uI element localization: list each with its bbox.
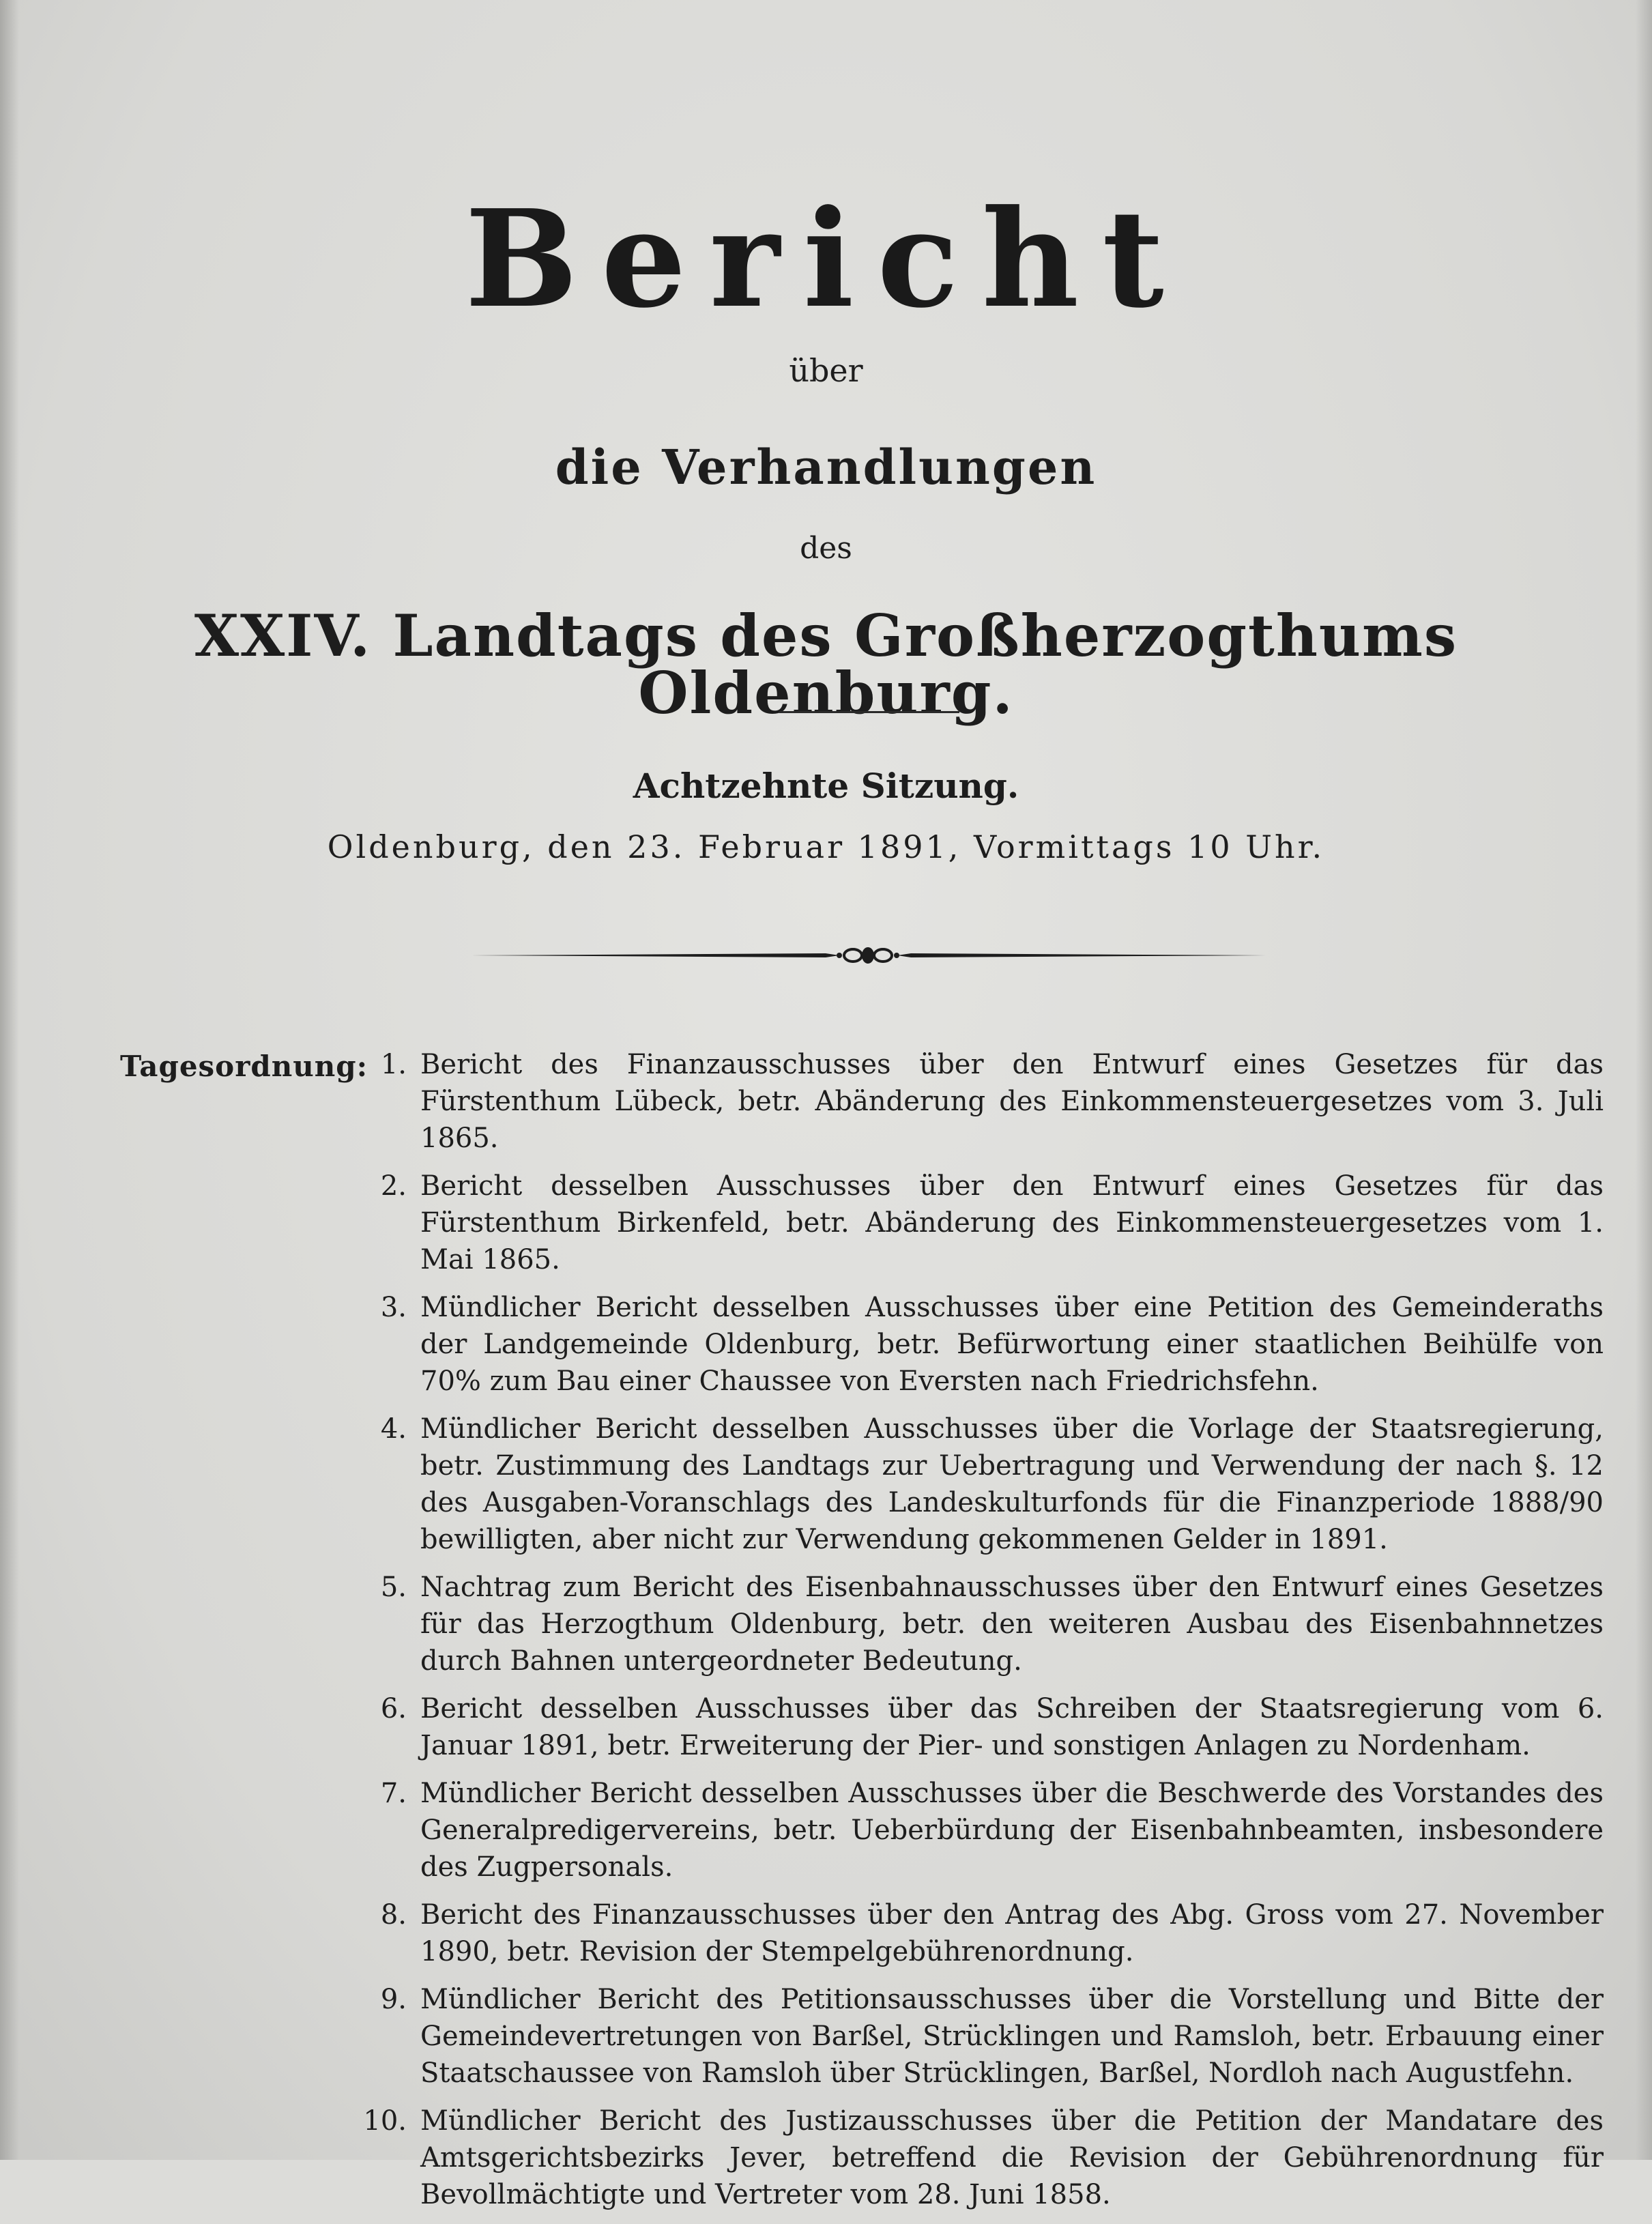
agenda-item — [355, 1168, 1604, 1278]
divider-rule — [779, 711, 959, 713]
agenda-item-number: 9. — [380, 1984, 407, 2015]
agenda-item-text: Nachtrag zum Bericht des Eisenbahnausschusses über den Entwurf eines Gesetzes für das Herzogthum Oldenburg, betr. den weiteren Ausbau des Eisenbahnnetzes durch Bahnen untergeordneter Bedeutung. — [420, 1572, 1604, 1677]
agenda-item-text: Mündlicher Bericht des Petitionsausschusses über die Vorstellung und Bitte der Gemeindevertretungen von Barßel, Strücklingen und Ramsloh, betr. Erbauung einer Staatschaussee von Ramsloh über Strücklingen, Barßel, Nordloh nach Augustfehn. — [420, 1984, 1604, 2089]
agenda-item — [355, 1411, 1604, 1558]
agenda-item-number: 8. — [380, 1899, 407, 1931]
landtag-heading: XXIV. Landtags des Großherzogthums Oldenburg. — [194, 602, 1458, 727]
agenda-item-text: Bericht desselben Ausschusses über den Entwurf eines Gesetzes für das Fürstenthum Birkenfeld, betr. Abänderung des Einkommensteuergesetzes vom 1. Mai 1865. — [420, 1170, 1604, 1275]
subtitle-verhandlungen: die Verhandlungen — [555, 439, 1097, 495]
agenda-item-text: Mündlicher Bericht desselben Ausschusses über die Vorlage der Staatsregierung, betr. Zustimmung des Landtags zur Uebertragung und Verwendung der nach §. 12 des Ausgaben-Voranschlags des Landeskulturfonds für die Finanzperiode 1888/90 bewilligten, aber nicht zur Verwendung gekommenen Gelder in 1891. — [420, 1413, 1604, 1555]
agenda-item-number: 1. — [380, 1049, 407, 1080]
agenda-item — [355, 1981, 1604, 2092]
subtitle-des: des — [800, 531, 852, 566]
agenda-item-number: 4. — [380, 1413, 407, 1445]
agenda-item-text: Bericht des Finanzausschusses über den Antrag des Abg. Gross vom 27. November 1890, betr. Revision der Stempelgebührenordnung. — [420, 1899, 1604, 1967]
agenda-item-text: Mündlicher Bericht des Justizausschusses über die Petition der Mandatare des Amtsgerichtsbezirks Jever, betreffend die Revision der Gebührenordnung für Bevollmächtigte und Vertreter vom 28. Juni 1858. — [420, 2105, 1604, 2210]
agenda-item — [355, 2103, 1604, 2213]
session-date: Oldenburg, den 23. Februar 1891, Vormittags 10 Uhr. — [327, 828, 1325, 865]
agenda-item — [355, 1896, 1604, 1970]
agenda-item — [355, 1569, 1604, 1679]
agenda-item — [355, 1046, 1604, 1157]
agenda-item-text: Bericht desselben Ausschusses über das Schreiben der Staatsregierung vom 6. Januar 1891, betr. Erweiterung der Pier- und sonstigen Anlagen zu Nordenham. — [420, 1693, 1604, 1761]
agenda-item — [355, 1775, 1604, 1886]
agenda-item-number: 3. — [380, 1292, 407, 1323]
page-title: Bericht — [465, 181, 1187, 338]
agenda-item-text: Bericht des Finanzausschusses über den Entwurf eines Gesetzes für das Fürstenthum Lübeck, betr. Abänderung des Einkommensteuergesetzes vom 3. Juli 1865. — [420, 1049, 1604, 1154]
agenda-label: Tagesordnung: — [120, 1050, 368, 1083]
agenda-item — [355, 1289, 1604, 1400]
session-name: Achtzehnte Sitzung. — [633, 766, 1019, 806]
agenda-list — [355, 1046, 1604, 2224]
ornamental-divider — [471, 938, 1266, 972]
agenda-item — [355, 1690, 1604, 1764]
agenda-item-number: 7. — [380, 1778, 407, 1809]
agenda-item-number: 10. — [363, 2105, 407, 2137]
subtitle-ueber: über — [789, 352, 863, 389]
agenda-item-text: Mündlicher Bericht desselben Ausschusses über die Beschwerde des Vorstandes des Generalpredigervereins, betr. Ueberbürdung der Eisenbahnbeamten, insbesondere des Zugpersonals. — [420, 1778, 1604, 1883]
agenda-item-number: 5. — [380, 1572, 407, 1603]
agenda-item-number: 2. — [380, 1170, 407, 1202]
agenda-item-number: 6. — [380, 1693, 407, 1724]
agenda-item-text: Mündlicher Bericht desselben Ausschusses über eine Petition des Gemeinderaths der Landgemeinde Oldenburg, betr. Befürwortung einer staatlichen Beihülfe von 70% zum Bau einer Chaussee von Eversten nach Friedrichsfehn. — [420, 1292, 1604, 1397]
